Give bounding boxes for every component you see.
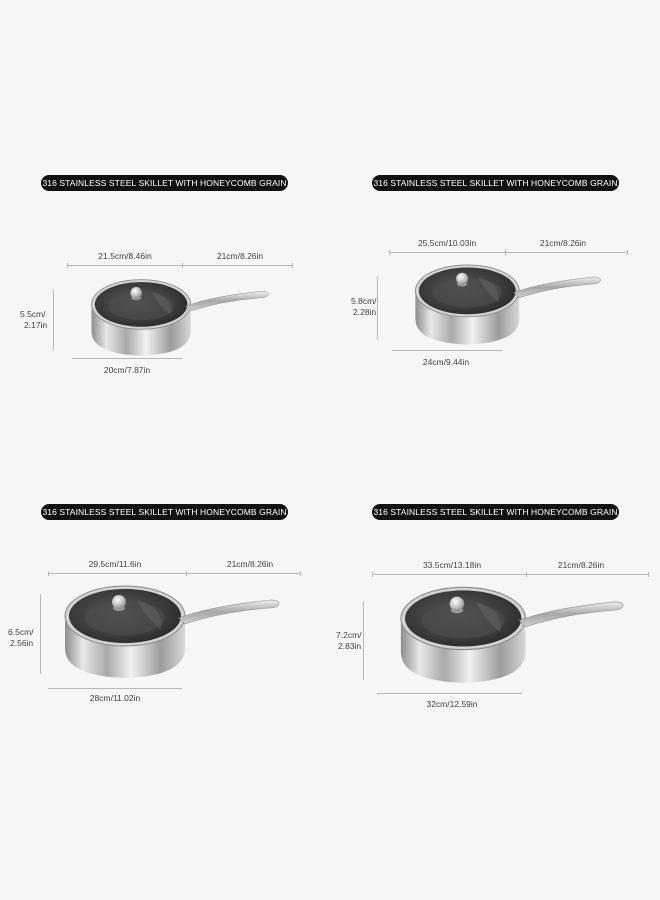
panel-3-height-cm: 6.5cm/ — [8, 627, 34, 637]
panel-3-height-line — [40, 594, 41, 674]
panel-2-tick — [389, 250, 390, 255]
panel-3-height-label — [8, 627, 34, 649]
panel-3-tick — [48, 571, 49, 576]
panel-3-base-dimension-line — [48, 688, 182, 689]
panel-2-title-badge: 316 STAINLESS STEEL SKILLET WITH HONEYCOMB GRAIN — [372, 175, 619, 191]
panel-3-tick — [300, 571, 301, 576]
panel-3-skillet-image — [41, 578, 303, 682]
panel-1-height-line — [53, 290, 54, 350]
panel-4-title-badge: 316 STAINLESS STEEL SKILLET WITH HONEYCOMB GRAIN — [372, 504, 619, 520]
panel-3-top-width-label: 29.5cm/11.6in — [88, 559, 142, 569]
panel-1-tick — [67, 263, 68, 268]
panel-2-handle-length-label: 21cm/8.26in — [539, 238, 587, 248]
panel-2-base-dimension-line — [392, 350, 502, 351]
panel-1-base-width-label: 20cm/7.87in — [103, 365, 151, 375]
panel-1-base-dimension-line — [72, 358, 182, 359]
panel-4-height-in: 2.83in — [338, 641, 362, 651]
panel-3-handle-length-label: 21cm/8.26in — [226, 559, 274, 569]
panel-3-base-width-label: 28cm/11.02in — [89, 693, 141, 703]
panel-4-height-cm: 7.2cm/ — [336, 630, 362, 640]
panel-1-height-label — [20, 309, 47, 331]
panel-4-handle-length-label: 21cm/8.26in — [557, 560, 605, 570]
panel-4-top-width-label: 33.5cm/13.18in — [422, 560, 482, 570]
panel-2-base-width-label: 24cm/9.44in — [422, 357, 470, 367]
panel-1-skillet-image — [64, 273, 296, 359]
panel-4-top-dimension-line — [372, 574, 649, 575]
panel-4-height-line — [363, 602, 364, 680]
panel-1-tick — [182, 263, 183, 268]
panel-2-tick — [505, 250, 506, 255]
panel-2-top-width-label: 25.5cm/10.03in — [417, 238, 477, 248]
panel-3-tick — [186, 571, 187, 576]
panel-3-title-badge: 316 STAINLESS STEEL SKILLET WITH HONEYCOMB GRAIN — [41, 504, 288, 520]
panel-4-tick — [372, 572, 373, 577]
panel-2-tick — [627, 250, 628, 255]
panel-1-handle-length-label: 21cm/8.26in — [216, 251, 264, 261]
panel-3-height-in: 2.56in — [10, 638, 34, 648]
panel-4-base-dimension-line — [377, 693, 522, 694]
panel-1-height-in: 2.17in — [24, 320, 48, 330]
panel-2-height-in: 2.28in — [353, 307, 377, 317]
panel-2-height-line — [377, 276, 378, 340]
panel-2-height-cm: 5.8cm/ — [351, 296, 377, 306]
panel-4-base-width-label: 32cm/12.59in — [426, 699, 478, 709]
panel-1-top-width-label: 21.5cm/8.46in — [98, 251, 152, 261]
panel-4-skillet-image — [370, 579, 654, 687]
panel-4-height-label — [336, 630, 362, 652]
panel-2-top-dimension-line — [389, 252, 628, 253]
panel-1-top-dimension-line — [67, 265, 293, 266]
panel-1-height-cm: 5.5cm/ — [20, 309, 46, 319]
panel-3-top-dimension-line — [48, 573, 301, 574]
panel-1-tick — [292, 263, 293, 268]
panel-2-height-label — [351, 296, 377, 318]
panel-4-tick — [648, 572, 649, 577]
panel-2-skillet-image — [386, 258, 630, 348]
panel-1-title-badge: 316 STAINLESS STEEL SKILLET WITH HONEYCOMB GRAIN — [41, 175, 288, 191]
panel-4-tick — [526, 572, 527, 577]
